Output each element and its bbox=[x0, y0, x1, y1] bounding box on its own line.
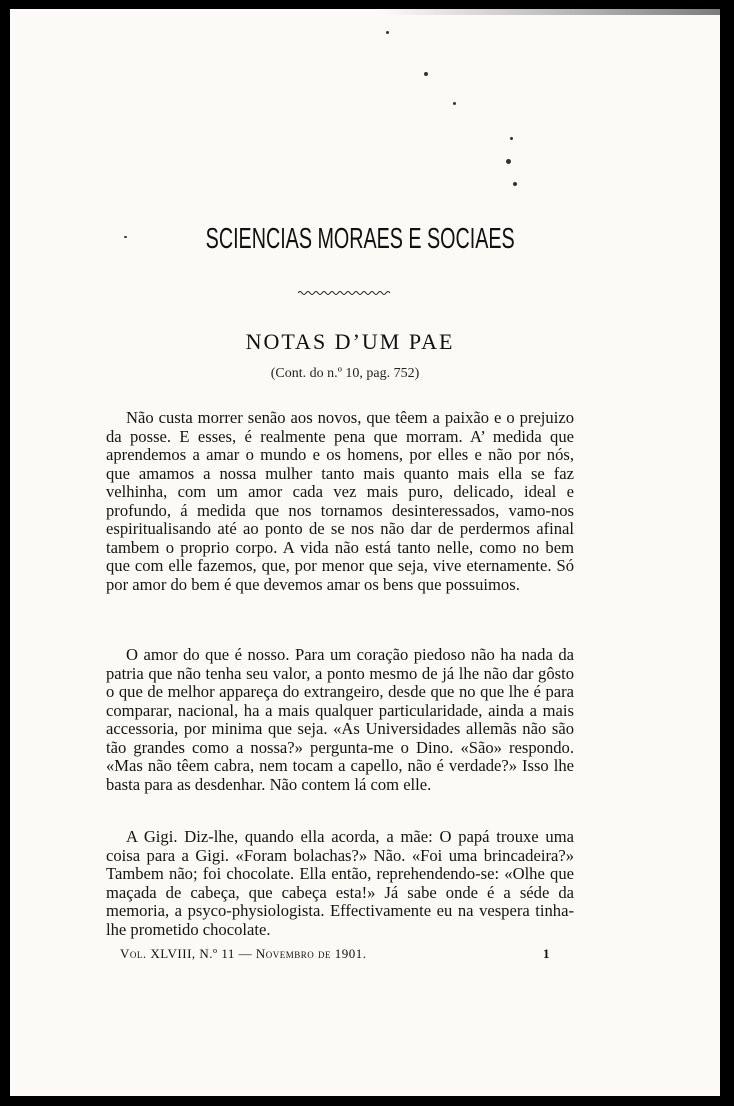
article-title: NOTAS D’UM PAE bbox=[245, 329, 455, 354]
volume-info: Vol. XLVIII, N.º 11 — Novembro de 1901. bbox=[120, 946, 367, 961]
scan-speck bbox=[453, 102, 456, 105]
page-number: 1 bbox=[543, 946, 550, 961]
scan-speck bbox=[513, 182, 517, 186]
continuation-note: (Cont. do n.º 10, pag. 752) bbox=[270, 366, 420, 381]
scan-speck bbox=[506, 159, 511, 164]
page-footer bbox=[120, 946, 550, 962]
article-paragraph: O amor do que é nosso. Para um coração piedoso não ha nada da patria que não tenha seu valor, a ponto mesmo de já lhe não dar gôsto o que de melhor appareça do extrangeiro, desde que no que lhe é para comparar, nacional, ha a mais qualquer particularidade, ainda a mais accessoria, por minima que seja. «As Universidades allemãs não são tão grandes como a nossa?» pergunta-me o Dino. «São» respondo. «Mas não têem cabra, nem tocam a capello, não é verdade?» Isso lhe basta para as desdenhar. Não contem lá com elle. bbox=[106, 645, 574, 794]
wavy-rule-ornament bbox=[298, 289, 392, 297]
document-page bbox=[10, 9, 720, 1096]
article-paragraph: Não custa morrer senão aos novos, que têem a paixão e o prejuizo da posse. E esses, é realmente pena que morram. A’ medida que aprendemos a amar o mundo e os homens, por elles e não por nós, que amamos a nossa mulher tanto mais quanto mais ella se faz velhinha, com um amor cada vez mais puro, delicado, ideal e profundo, á medida que nos tornamos desinteressados, vamo-nos espiritualisando até ao ponto de se nos não dar de perdermos afinal tambem o proprio corpo. A vida não está tanto nelle, como no bem que com elle fazemos, que, por menor que seja, vive eternamente. Só por amor do bem é que devemos amar os bens que possuimos. bbox=[106, 408, 574, 594]
scan-speck bbox=[386, 31, 389, 34]
scan-speck bbox=[424, 72, 428, 76]
section-title: SCIENCIAS MORAES E SOCIAES bbox=[205, 223, 515, 255]
scan-speck bbox=[510, 137, 513, 140]
scan-edge-shadow bbox=[380, 9, 720, 15]
article-paragraph: A Gigi. Diz-lhe, quando ella acorda, a mãe: O papá trouxe uma coisa para a Gigi. «Foram bolachas?» Não. «Foi uma brincadeira?» Tambem não; foi chocolate. Ella então, reprehendendo-se: «Olhe que maçada de cabeça, que cabeça esta!» Já sabe onde é a séde da memoria, a psyco-physiologista. Effectivamente eu na vespera tinha-lhe prometido chocolate. bbox=[106, 827, 574, 939]
